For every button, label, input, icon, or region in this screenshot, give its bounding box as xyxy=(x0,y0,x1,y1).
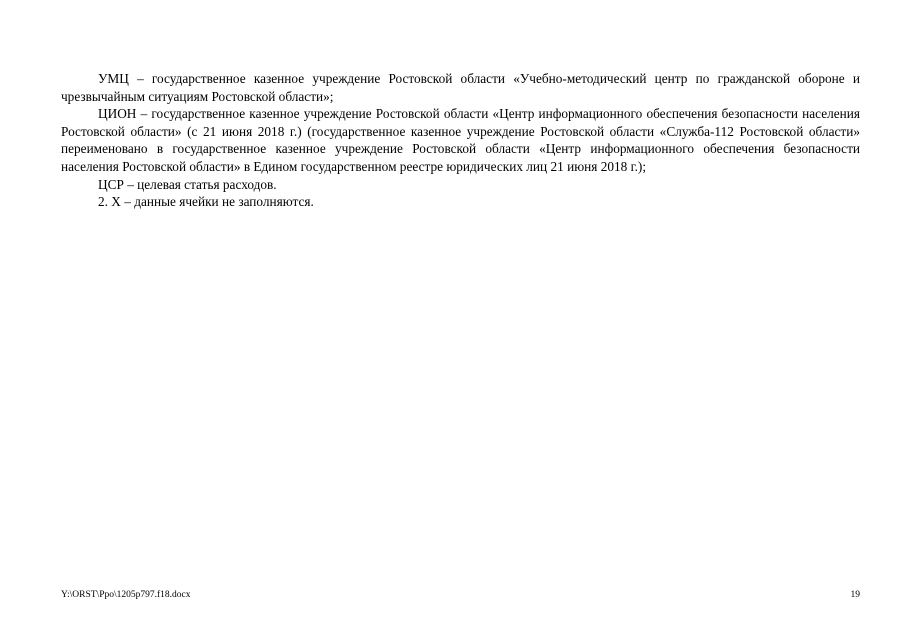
paragraph-note-2: 2. Х – данные ячейки не заполняются. xyxy=(98,194,314,210)
paragraph-umc-definition: УМЦ – государственное казенное учреждение Ростовской области «Учебно-методический центр по гражданской обороне и чрезвычайным ситуациям Ростовской области»; xyxy=(61,71,860,104)
paragraph-cion-definition: ЦИОН – государственное казенное учреждение Ростовской области «Центр информационного обеспечения безопасности населения Ростовской области» (с 21 июня 2018 г.) (государственное казенное учреждение Ростовской области «Служба-112 Ростовской области» переименовано в государственное казенное учреждение Ростовской области «Центр информационного обеспечения безопасности населения Ростовской области» в Едином государственном реестре юридических лиц 21 июня 2018 г.); xyxy=(61,106,860,174)
paragraph-csr-definition: ЦСР – целевая статья расходов. xyxy=(98,176,277,192)
page-number: 19 xyxy=(850,590,860,600)
document-body xyxy=(61,70,860,211)
footer-file-path: Y:\ORST\Ppo\1205p797.f18.docx xyxy=(61,590,191,600)
